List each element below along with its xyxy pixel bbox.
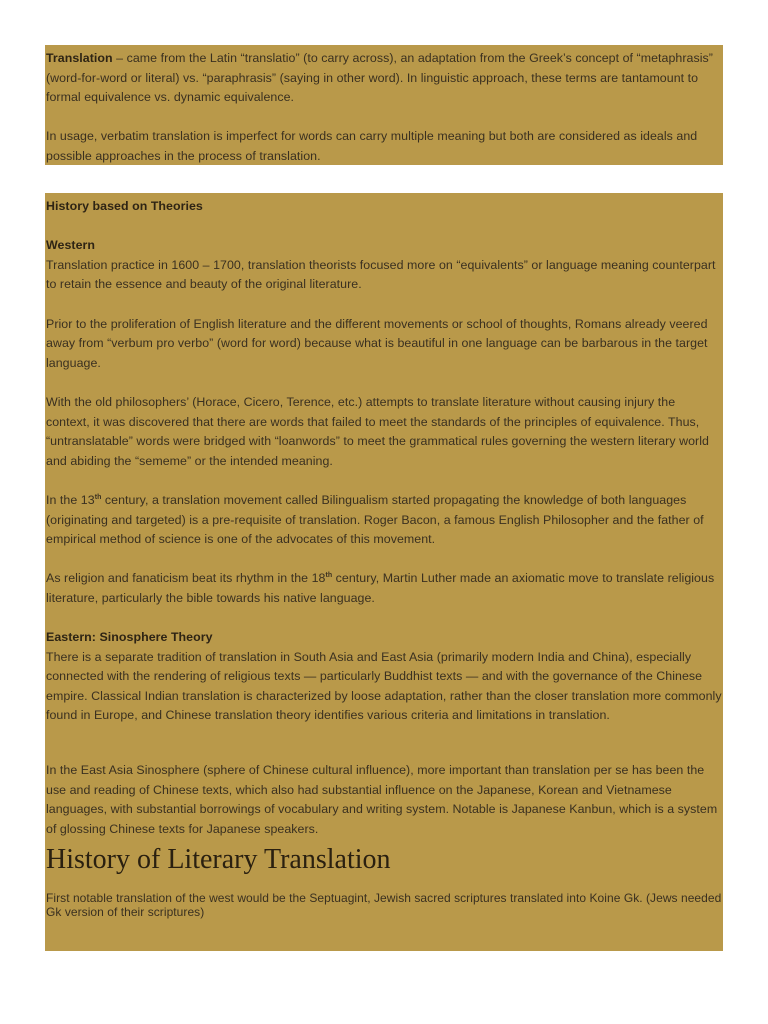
literary-p1: First notable translation of the west would be the Septuagint, Jewish sacred scriptures translated into Koine Gk. (Jews needed Gk version of their scriptures): [46, 891, 722, 920]
western-p2: Prior to the proliferation of English literature and the different movements or school of thoughts, Romans already veered away from “verbum pro verbo” (word for word) because what is beautiful in one language can be barbarous in the target language.: [46, 316, 708, 370]
western-title: Western: [46, 238, 96, 253]
intro-block: [45, 45, 723, 165]
history-heading: History based on Theories: [46, 199, 203, 213]
western-p5: As religion and fanaticism beat its rhythm in the 18th century, Martin Luther made an axiomatic move to translate religious literature, particularly the bible towards his native language.: [46, 571, 715, 605]
history-block: [45, 193, 723, 951]
western-p3: With the old philosophers’ (Horace, Cicero, Terence, etc.) attempts to translate literature without causing injury the context, it was discovered that there are words that failed to meet the standards of the principles of equivalence. Thus, “untranslatable” words were bridged with “loanwords” to meet the grammatical rules governing the western literary world and abiding the “sememe” or the intended meaning.: [46, 394, 709, 468]
eastern-p1: There is a separate tradition of translation in South Asia and East Asia (primarily modern India and China), especially connected with the rendering of religious texts — particularly Buddhist texts — and with the governance of the Chinese empire. Classical Indian translation is characterized by loose adaptation, rather than the closer translation more commonly found in Europe, and Chinese translation theory identifies various criteria and limitations in translation.: [46, 649, 722, 723]
western-p1: Translation practice in 1600 – 1700, translation theorists focused more on “equivalents” or language meaning counterpart to retain the essence and beauty of the original literature.: [46, 257, 716, 292]
literary-title: History of Literary Translation: [46, 844, 391, 876]
intro-usage: In usage, verbatim translation is imperfect for words can carry multiple meaning but both are considered as ideals and possible approaches in the process of translation.: [46, 129, 698, 163]
western-p4: In the 13th century, a translation movement called Bilingualism started propagating the knowledge of both languages (originating and targeted) is a pre-requisite of translation. Roger Bacon, a famous English Philosopher and the father of empirical method of science is one of the advocates of this movement.: [46, 492, 704, 547]
eastern-p2: In the East Asia Sinosphere (sphere of Chinese cultural influence), more important than translation per se has been the use and reading of Chinese texts, which also had substantial influence on the Japanese, Korean and Vietnamese languages, with substantial borrowings of vocabulary and writing system. Notable is Japanese Kanbun, which is a system of glossing Chinese texts for Japanese speakers.: [46, 763, 718, 836]
eastern-title: Eastern: Sinosphere Theory: [46, 630, 213, 645]
intro-definition: Translation – came from the Latin “translatio” (to carry across), an adaptation from the Greek’s concept of “metaphrasis” (word-for-word or literal) vs. “paraphrasis” (saying in other word). In linguistic approach, these terms are tantamount to formal equivalence vs. dynamic equivalence.: [46, 51, 713, 105]
term-translation: Translation: [46, 51, 113, 65]
